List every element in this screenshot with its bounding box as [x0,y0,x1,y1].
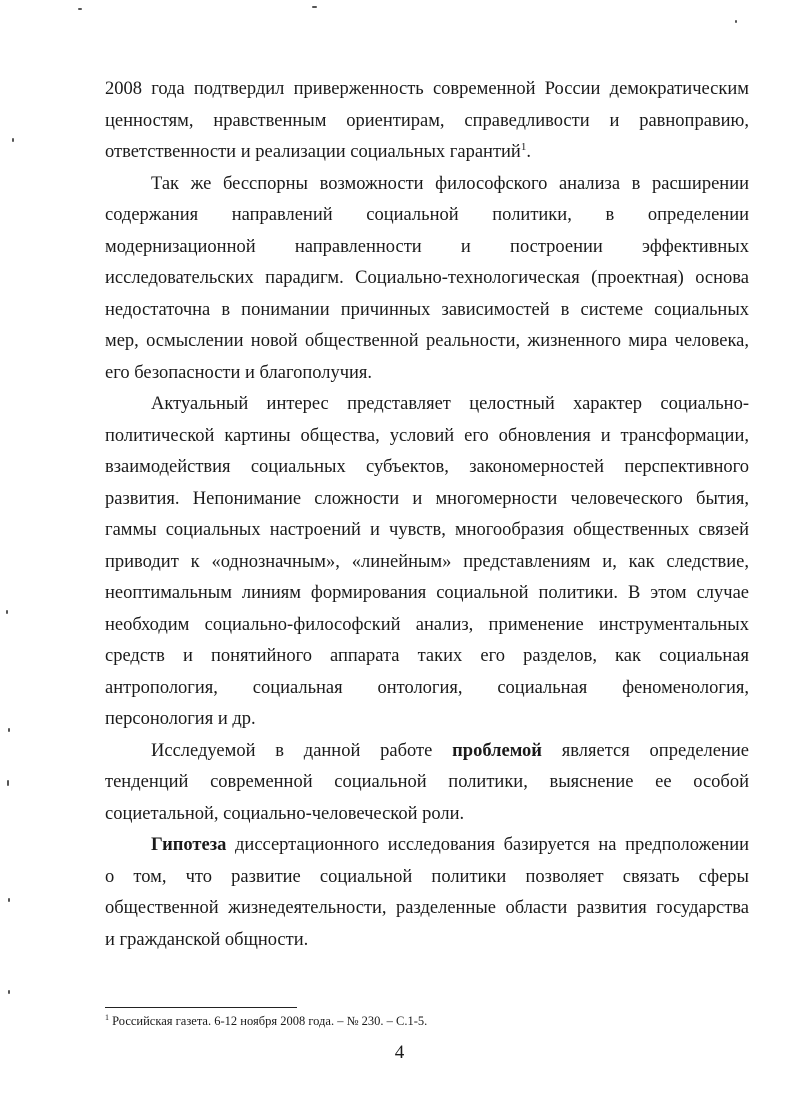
text-line: политической картины общества, условий его обновления и трансформации, [105,425,749,446]
text-line: исследовательских парадигм. Социально-технологическая (проектная) основа [105,268,749,288]
scan-speck [8,898,10,902]
text-line: Так же бесспорны возможности философского анализа в расширении [151,173,749,194]
scan-speck [12,138,14,142]
text-line: ценностям, нравственным ориентирам, справедливости и равноправию, [105,110,749,131]
text-line: ответственности и реализации социальных гарантий$^1$. [105,140,531,162]
text-line: необходим социально-философский анализ, применение инструментальных [105,614,749,635]
text-line: мер, осмыслении новой общественной реальности, жизненного мира человека, [105,331,749,351]
page-number: 4 [394,1042,405,1063]
footnote-separator [105,1007,297,1008]
text-line: 2008 года подтвердил приверженность современной России демократическим [105,79,749,99]
text-line: содержания направлений социальной политики, в определении [105,205,749,225]
text-line: тенденций современной социальной политики, выяснение ее особой [105,772,749,792]
text-line: взаимодействия социальных субъектов, закономерностей перспективного [105,457,749,477]
text-line-content: Исследуемой в данной работе [151,740,453,761]
text-line [105,830,749,862]
text-line-content: ответственности и реализации социальных гарантий [105,142,521,162]
scan-speck [8,990,10,994]
text-line-content: является определение [541,740,749,761]
text-line: приводит к «однозначным», «линейным» представлениям и, как следствие, [105,551,749,572]
body-text [105,74,749,956]
text-line-content: диссертационного исследования базируется на предположении [226,835,749,855]
keyword-hypothesis: Гипотеза [151,835,227,855]
footnote-reference[interactable]: 1 [520,140,527,153]
text-line: неоптимальным линиям формирования социальной политики. В этом случае [105,583,749,603]
text-line: Актуальный интерес представляет целостный характер социально- [151,394,749,414]
scan-speck [78,8,82,10]
text-line: развития. Непонимание сложности и многомерности человеческого бытия, [105,488,749,509]
footnote-mark: 1 [105,1012,109,1022]
text-line: антропология, социальная онтология, социальная феноменология, [105,677,749,698]
text-line: социетальной, социально-человеческой роли. [105,803,465,824]
text-line: гаммы социальных настроений и чувств, многообразия общественных связей [105,520,749,540]
text-line: о том, что развитие социальной политики позволяет связать сферы [105,866,749,887]
scan-speck [7,780,9,786]
keyword-problem: проблемой [452,740,542,761]
scan-speck [312,6,317,8]
scan-speck [6,610,8,614]
scan-speck [8,728,10,732]
scan-speck [735,20,737,23]
text-line [105,736,749,768]
footnote-text: Российская газета. 6-12 ноября 2008 года. – № 230. – С.1-5. [109,1014,428,1028]
text-line: и гражданской общности. [105,929,309,950]
text-line: средств и понятийного аппарата таких его разделов, как социальная [105,646,749,666]
text-line: его безопасности и благополучия. [105,362,373,383]
footnote [105,1014,427,1029]
text-line: персонология и др. [105,709,256,729]
text-line: недостаточна в понимании причинных зависимостей в системе социальных [105,299,749,320]
text-line: модернизационной направленности и построении эффективных [105,236,749,257]
text-line: общественной жизнедеятельности, разделенные области развития государства [105,898,749,918]
